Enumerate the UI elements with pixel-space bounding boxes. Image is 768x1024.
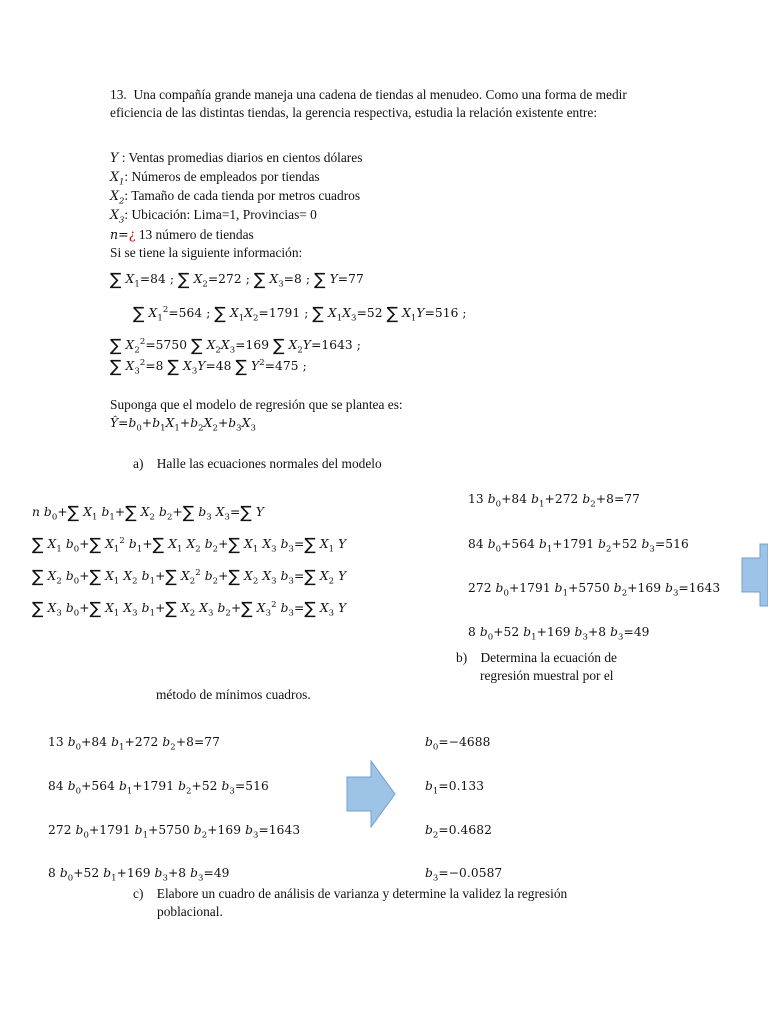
solution-b1-value: 0.133 [448,779,485,793]
normal-eq-2: ∑ $X_1$ $b_0+\sum$ $X_1^2$ $b_1+\sum$ $X_1$ $X_2$ $b_2+\sum$ $X_1$ $X_3$ $b_3=\sum$ $X_1$ Y [32,535,347,555]
part-a-text: Halle las ecuaciones normales del modelo [156,456,382,471]
solution-b3: $b_3=-0.0587$ [425,866,503,884]
lower-eq-3: 272 $b_0+1791$ $b_1+5750$ $b_2+169$ $b_3=1643$ [48,823,301,841]
lower-eq-1: 13 $b_0+84$ $b_1+272$ $b_2+8=77$ [48,735,220,753]
model-equation: $Ŷ=b_0+b_1X_1+b_2X_2+b_3X_3$ [110,416,256,434]
problem-intro-text: Una compañía grande maneja una cadena de tiendas al menudeo. Como una forma de medir eficiencia de las distintas tiendas, la gerencia respectiva, estudia la relación existente entre: [110,87,627,121]
solution-b2: $b_2=0.4682$ [425,823,492,841]
var-x2: $X_2$: Tamaño de cada tienda por metros cuadros [110,188,361,207]
solution-b2-value: 0.4682 [448,823,492,837]
normal-eq-1: n $b_0+\sum$ $X_1$ $b_1+\sum$ $X_2$ $b_2+\sum$ $b_3$ $X_3=\sum$ Y [32,503,265,523]
arrow-right-icon [346,760,396,828]
subst-eq-4: 8 $b_0+52$ $b_1+169$ $b_3+8$ $b_3=49$ [468,625,650,643]
var-n-text: 13 número de tiendas [138,227,254,242]
part-b-text-1: Determina la ecuación de [480,650,617,665]
var-y: Y : Ventas promedias diarios en cientos dólares [110,150,363,165]
solution-b1: $b_1=0.133$ [425,779,485,797]
part-c-text-1: Elabore un cuadro de análisis de varianza y determine la validez la regresión [156,886,568,901]
solution-b3-value: −0.0587 [448,866,503,880]
part-b-line-1 [456,650,617,666]
var-y-text: : Ventas promedias diarios en cientos dólares [121,150,363,165]
normal-eq-4: ∑ $X_3$ $b_0+\sum$ $X_1$ $X_3$ $b_1+\sum$ $X_2$ $X_3$ $b_2+\sum$ $X_3^2$ $b_3=\sum$ $X_3$ Y [32,599,347,619]
question-glyph: ¿ [128,227,136,242]
lower-eq-4: 8 $b_0+52$ $b_1+169$ $b_3+8$ $b_3=49$ [48,866,230,884]
var-n-eq: = [118,227,129,242]
subst-eq-1: 13 $b_0+84$ $b_1+272$ $b_2+8=77$ [468,492,640,510]
var-x3: $X_3$: Ubicación: Lima=1, Provincias= 0 [110,207,317,226]
solution-b0: $b_0=-4688$ [425,735,491,753]
normal-eq-3: ∑ $X_2$ $b_0+\sum$ $X_1$ $X_2$ $b_1+\sum$ $X_2^2$ $b_2+\sum$ $X_2$ $X_3$ $b_3=\sum$ $X_2$ Y [32,567,347,587]
part-c-label: c) [133,886,144,901]
lower-eq-2: 84 $b_0+564$ $b_1+1791$ $b_2+52$ $b_3=516$ [48,779,269,797]
part-b-line-3: método de mínimos cuadros. [156,687,311,702]
var-x2-text: : Tamaño de cada tienda por metros cuadros [124,188,361,203]
var-x1-text: : Números de empleados por tiendas [124,169,320,184]
info-intro: Si se tiene la siguiente información: [110,245,303,260]
part-b-line-2: regresión muestral por el [480,668,614,683]
var-x1: $X_1$: Números de empleados por tiendas [110,169,320,188]
problem-intro [110,86,670,123]
model-intro: Suponga que el modelo de regresión que se plantea es: [110,397,403,412]
sums-row-1: ∑ $X_1=84$ ; ∑ $X_2=272$ ; ∑ $X_3=8$ ; ∑ Y=77 [110,270,364,290]
var-x3-text: : Ubicación: Lima=1, Provincias= 0 [124,207,317,222]
part-a [133,456,382,472]
var-n: n=¿ 13 número de tiendas [110,227,254,242]
part-b-label: b) [456,650,468,665]
problem-number: 13. [110,87,127,102]
sums-row-3: ∑ $X_2^2=5750$ ∑ $X_2X_3=169$ ∑ $X_2Y=1643$ ; [110,336,361,356]
subst-eq-3: 272 $b_0+1791$ $b_1+5750$ $b_2+169$ $b_3=1643$ [468,581,721,599]
sums-row-2: ∑ $X_1^2=564$ ; ∑ $X_1X_2=1791$ ; ∑ $X_1X_3=52$ ∑ $X_1Y=516$ ; [133,304,467,324]
part-c-line-1 [133,886,567,902]
part-a-label: a) [133,456,144,471]
subst-eq-2: 84 $b_0+564$ $b_1+1791$ $b_2+52$ $b_3=516$ [468,537,689,555]
arrow-right-icon [740,542,768,608]
sums-row-4: ∑ $X_3^2=8$ ∑ $X_3Y=48$ ∑ $Y^2=475$ ; [110,357,307,377]
part-c-line-2: poblacional. [157,904,223,919]
solution-b0-value: −4688 [448,735,491,749]
